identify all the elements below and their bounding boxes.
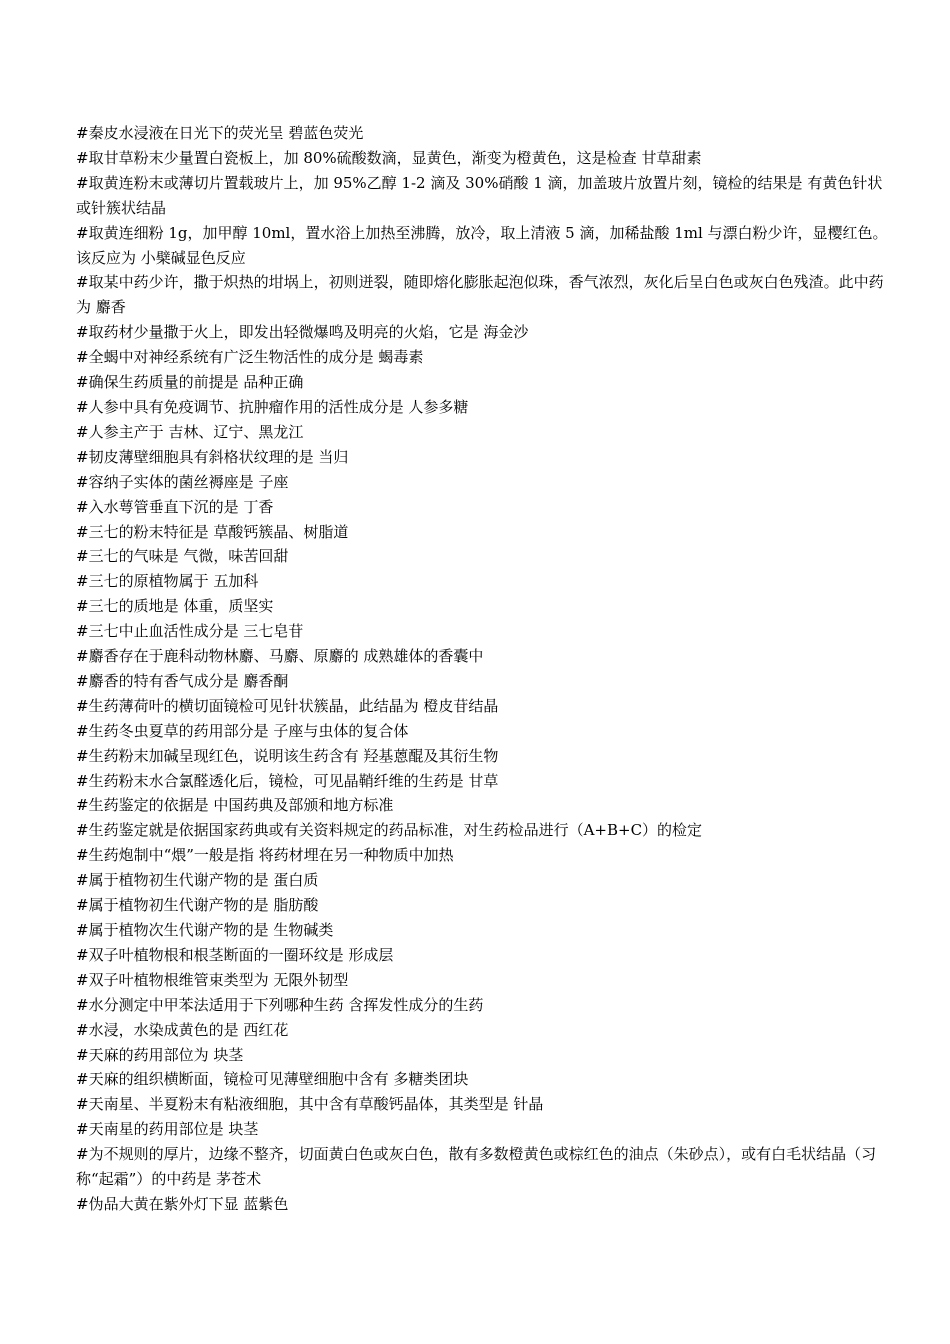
text-line: #容纳子实体的菌丝褥座是 子座 (76, 472, 289, 491)
text-line: #麝香存在于鹿科动物林麝、马麝、原麝的 成熟雄体的香囊中 (76, 647, 484, 666)
text-line: #取黄连粉末或薄切片置载玻片上，加 95%乙醇 1-2 滴及 30%硝酸 1 滴，加盖玻片放置片刻，镜检的结果是 有黄色针状或针簇状结晶 (76, 173, 883, 217)
document-body (76, 121, 894, 1217)
text-line: #取某中药少许，撒于炽热的坩埚上，初则迸裂，随即熔化膨胀起泡似珠，香气浓烈，灰化后呈白色或灰白色残渣。此中药为 麝香 (76, 273, 884, 317)
text-line: #确保生药质量的前提是 品种正确 (76, 373, 304, 392)
text-line: #水浸，水染成黄色的是 西红花 (76, 1020, 289, 1039)
text-line: #双子叶植物根维管束类型为 无限外韧型 (76, 970, 349, 989)
text-line: #人参主产于 吉林、辽宁、黑龙江 (76, 422, 304, 441)
text-line: #全蝎中对神经系统有广泛生物活性的成分是 蝎毒素 (76, 348, 424, 367)
text-line: #三七的原植物属于 五加科 (76, 572, 259, 591)
text-line: #生药粉末水合氯醛透化后，镜检，可见晶鞘纤维的生药是 甘草 (76, 771, 499, 790)
text-line: #生药薄荷叶的横切面镜检可见针状簇晶，此结晶为 橙皮苷结晶 (76, 696, 499, 715)
text-line: #双子叶植物根和根茎断面的一圈环纹是 形成层 (76, 945, 394, 964)
text-line: #取药材少量撒于火上，即发出轻微爆鸣及明亮的火焰，它是 海金沙 (76, 323, 529, 342)
text-line: #三七的粉末特征是 草酸钙簇晶、树脂道 (76, 522, 349, 541)
text-line: #三七的气味是 气微，味苦回甜 (76, 547, 289, 566)
text-line: #属于植物初生代谢产物的是 脂肪酸 (76, 896, 319, 915)
text-line: #秦皮水浸液在日光下的荧光呈 碧蓝色荧光 (76, 124, 364, 142)
text-line: #三七中止血活性成分是 三七皂苷 (76, 622, 304, 641)
text-line: #天南星、半夏粉末有粘液细胞，其中含有草酸钙晶体，其类型是 针晶 (76, 1095, 544, 1114)
text-line: #天麻的组织横断面，镜检可见薄壁细胞中含有 多糖类团块 (76, 1070, 469, 1089)
text-line: #伪品大黄在紫外灯下显 蓝紫色 (76, 1194, 289, 1213)
text-line: #取甘草粉末少量置白瓷板上，加 80%硫酸数滴，显黄色，渐变为橙黄色，这是检查 甘草甜素 (76, 148, 702, 167)
text-line: #韧皮薄壁细胞具有斜格状纹理的是 当归 (76, 447, 349, 466)
text-line: #水分测定中甲苯法适用于下列哪种生药 含挥发性成分的生药 (76, 995, 484, 1014)
text-line: #天麻的药用部位为 块茎 (76, 1045, 244, 1064)
text-line: #三七的质地是 体重，质坚实 (76, 597, 274, 616)
text-line: #生药鉴定的依据是 中国药典及部颁和地方标准 (76, 796, 394, 815)
text-line: #天南星的药用部位是 块茎 (76, 1120, 259, 1139)
text-line: #入水萼管垂直下沉的是 丁香 (76, 497, 274, 516)
text-line: #属于植物初生代谢产物的是 蛋白质 (76, 871, 319, 890)
text-line: #属于植物次生代谢产物的是 生物碱类 (76, 921, 334, 939)
text-line: #取黄连细粉 1g，加甲醇 10ml，置水浴上加热至沸腾，放冷，取上清液 5 滴，加稀盐酸 1ml 与漂白粉少许，显樱红色。该反应为 小檗碱显色反应 (76, 223, 888, 267)
text-line: #麝香的特有香气成分是 麝香酮 (76, 671, 289, 690)
text-line: #人参中具有免疫调节、抗肿瘤作用的活性成分是 人参多糖 (76, 397, 469, 416)
text-line: #生药冬虫夏草的药用部分是 子座与虫体的复合体 (76, 721, 409, 740)
text-line: #生药炮制中“煨”一般是指 将药材埋在另一种物质中加热 (76, 846, 454, 865)
text-line: #为不规则的厚片，边缘不整齐，切面黄白色或灰白色，散有多数橙黄色或棕红色的油点（朱砂点），或有白毛状结晶（习称“起霜”）的中药是 茅苍术 (76, 1145, 877, 1189)
text-line: #生药粉末加碱呈现红色，说明该生药含有 羟基蒽醌及其衍生物 (76, 746, 499, 765)
text-line: #生药鉴定就是依据国家药典或有关资料规定的药品标准，对生药检品进行（A+B+C）的检定 (76, 821, 703, 840)
